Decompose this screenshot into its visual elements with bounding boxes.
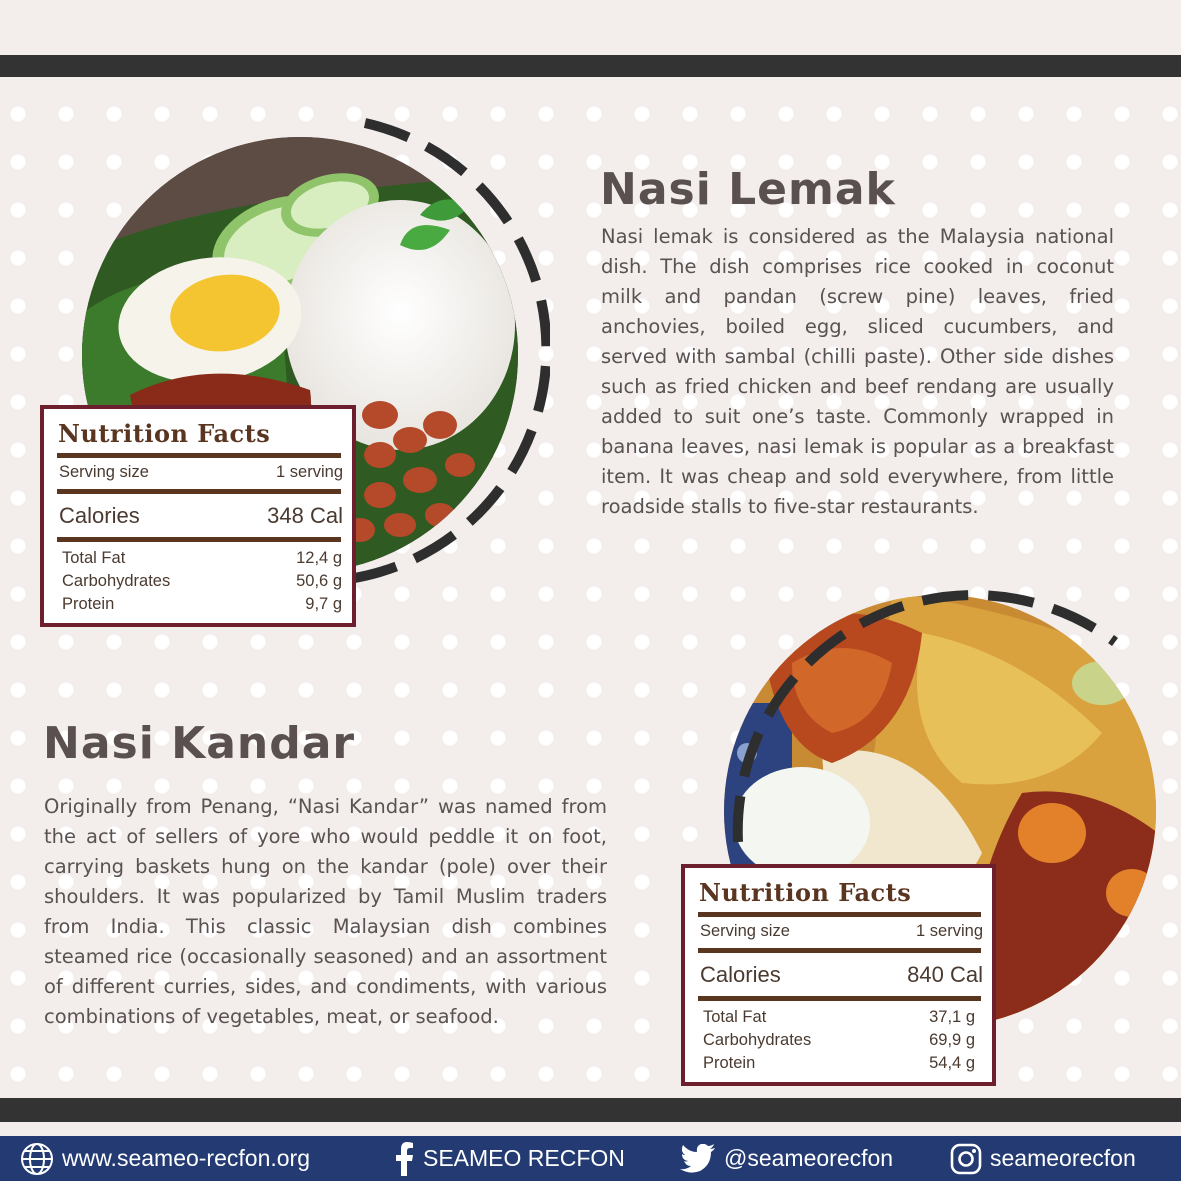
total-fat-row [703,1008,975,1027]
instagram-text: seameorecfon [990,1145,1136,1171]
divider [698,996,981,1001]
nutrient-name: Carbohydrates [703,1031,812,1049]
bottom-gap [0,1122,1181,1136]
serving-size-row [59,463,343,482]
total-fat-row [62,549,342,568]
nutrition-facts-heading: Nutrition Facts [699,878,912,907]
instagram-link[interactable] [950,1136,1136,1181]
nutrient-name: Protein [703,1054,756,1072]
nasi-kandar-dashed-ring [700,572,1130,872]
nasi-lemak-title: Nasi Lemak [600,164,896,215]
calories-row [700,962,983,988]
nasi-lemak-description: Nasi lemak is considered as the Malaysia national dish. The dish comprises rice cooked in coconut milk and pandan (screw pine) leaves, fried anchovies, boiled egg, sliced cucumbers, and served with sambal (chilli paste). Other side dishes such as fried chicken and beef rendang are usually added to suit one’s taste. Commonly wrapped in banana leaves, nasi lemak is popular as a breakfast item. It was cheap and sold everywhere, from little roadside stalls to five-star restaurants. [601,225,1114,518]
divider [698,948,981,953]
calories-label: Calories [59,503,140,528]
nutrient-name: Total Fat [703,1008,767,1026]
nutrient-value: 54,4 g [929,1054,975,1072]
carbohydrates-row [62,572,342,591]
top-margin [0,0,1181,55]
nasi-kandar-title: Nasi Kandar [43,718,356,769]
facebook-icon [393,1142,415,1176]
calories-row [59,503,343,529]
divider [57,489,341,494]
instagram-icon [950,1143,982,1175]
carbohydrates-row [703,1031,975,1050]
serving-size-label: Serving size [700,922,790,940]
facebook-text: SEAMEO RECFON [423,1145,625,1171]
twitter-link[interactable] [680,1136,893,1181]
nutrient-value: 69,9 g [929,1031,975,1049]
nutrition-facts-heading: Nutrition Facts [58,419,271,448]
website-link[interactable] [20,1136,310,1181]
nutrient-name: Protein [62,595,115,613]
serving-size-row [700,922,983,941]
facebook-link[interactable] [393,1136,625,1181]
serving-size-label: Serving size [59,463,149,481]
nutrient-name: Total Fat [62,549,126,567]
top-dark-bar [0,55,1181,77]
twitter-icon [680,1144,716,1174]
nutrient-value: 12,4 g [296,549,342,567]
protein-row [62,595,342,614]
website-text: www.seameo-recfon.org [62,1145,310,1171]
calories-value: 348 Cal [267,503,343,528]
twitter-text: @seameorecfon [724,1145,894,1171]
serving-size-value: 1 serving [276,463,343,481]
calories-value: 840 Cal [907,962,983,987]
divider [57,453,341,458]
serving-size-value: 1 serving [916,922,983,940]
nutrient-value: 37,1 g [929,1008,975,1026]
divider [57,537,341,542]
nutrient-name: Carbohydrates [62,572,171,590]
footer [0,1136,1181,1181]
nasi-lemak-nutrition-card [40,405,356,627]
bottom-dark-bar [0,1098,1181,1122]
globe-icon [20,1142,54,1176]
protein-row [703,1054,975,1073]
nasi-kandar-nutrition-card [681,864,996,1086]
nutrient-value: 9,7 g [305,595,342,613]
divider [698,912,981,917]
nutrient-value: 50,6 g [296,572,342,590]
nasi-kandar-description: Originally from Penang, “Nasi Kandar” was named from the act of sellers of yore who would peddle it on foot, carrying baskets hung on the kandar (pole) over their shoulders. It was popularized by Tamil Muslim traders from India. This classic Malaysian dish combines steamed rice (occasionally seasoned) and an assortment of different curries, sides, and condiments, with various combinations of vegetables, meat, or seafood. [44,795,607,1028]
calories-label: Calories [700,962,781,987]
